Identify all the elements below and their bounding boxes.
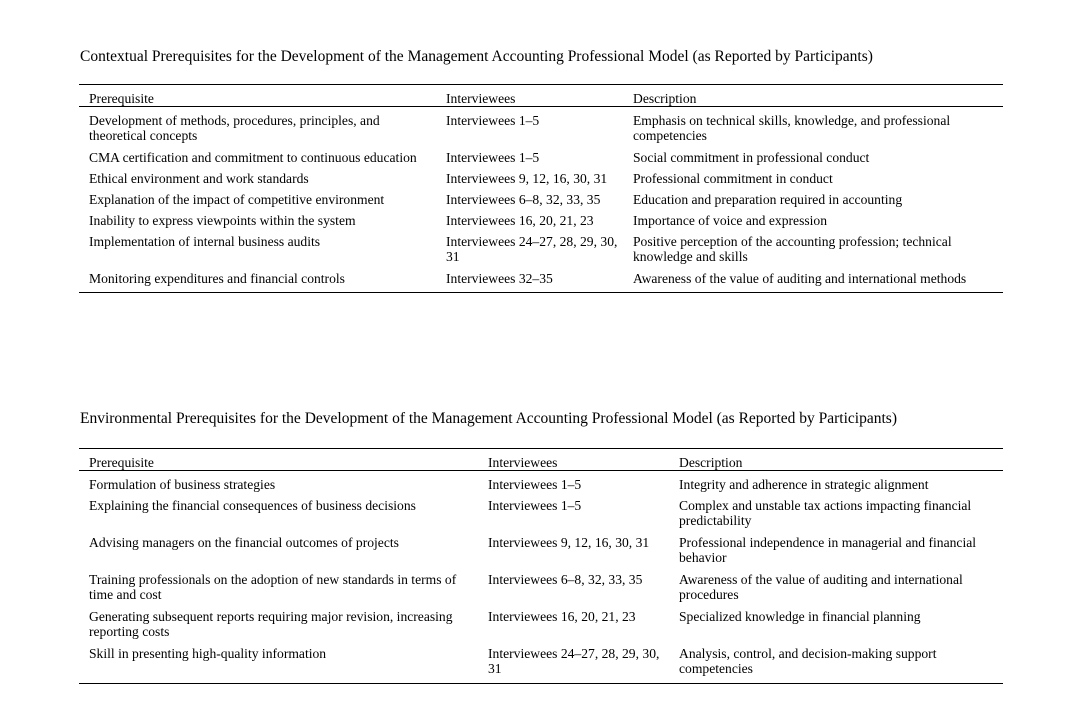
cell-prerequisite: Monitoring expenditures and financial controls <box>79 271 436 293</box>
cell-description: Awareness of the value of auditing and international methods <box>623 271 1003 293</box>
table-row <box>79 107 1003 151</box>
column-header-interviewees: Interviewees <box>478 449 669 471</box>
cell-description: Complex and unstable tax actions impacting financial predictability <box>679 498 972 528</box>
cell-description: Analysis, control, and decision-making support competencies <box>669 646 1003 684</box>
cell-interviewees: Interviewees 1–5 <box>446 113 540 128</box>
table-row <box>79 498 1003 535</box>
cell-description: Professional independence in managerial and financial behavior <box>679 535 977 565</box>
table-row <box>79 471 1003 499</box>
table-row <box>79 171 1003 192</box>
contextual-prerequisites-table <box>79 84 1003 293</box>
cell-description: Importance of voice and expression <box>633 213 828 228</box>
cell-description: Integrity and adherence in strategic alignment <box>679 477 929 492</box>
cell-prerequisite: Generating subsequent reports requiring major revision, increasing reporting costs <box>89 609 453 639</box>
table-header-row <box>79 85 1003 107</box>
column-header-prerequisite: Prerequisite <box>79 449 478 471</box>
table-row <box>79 535 1003 572</box>
column-header-interviewees: Interviewees <box>436 85 623 107</box>
table-row <box>79 609 1003 646</box>
table-row <box>79 213 1003 234</box>
cell-description: Education and preparation required in accounting <box>633 192 903 207</box>
cell-interviewees: Interviewees 1–5 <box>488 477 582 492</box>
cell-prerequisite: Development of methods, procedures, principles, and theoretical concepts <box>89 113 380 143</box>
cell-description: Awareness of the value of auditing and international procedures <box>679 572 963 602</box>
cell-prerequisite: CMA certification and commitment to continuous education <box>89 150 417 165</box>
cell-description: Emphasis on technical skills, knowledge, and professional competencies <box>633 113 951 143</box>
table-caption-environmental: Environmental Prerequisites for the Development of the Management Accounting Professional Model (as Reported by Participants) <box>80 410 897 427</box>
cell-prerequisite: Ethical environment and work standards <box>89 171 309 186</box>
table-caption-contextual: Contextual Prerequisites for the Development of the Management Accounting Professional Model (as Reported by Participants) <box>80 48 873 65</box>
table-header-row <box>79 449 1003 471</box>
cell-prerequisite: Formulation of business strategies <box>89 477 276 492</box>
cell-interviewees: Interviewees 1–5 <box>488 498 582 513</box>
cell-interviewees: Interviewees 24–27, 28, 29, 30, 31 <box>446 234 618 264</box>
table-row <box>79 234 1003 271</box>
table-row <box>79 572 1003 609</box>
cell-description: Positive perception of the accounting profession; technical knowledge and skills <box>633 234 952 264</box>
cell-prerequisite: Training professionals on the adoption of new standards in terms of time and cost <box>89 572 457 602</box>
cell-interviewees: Interviewees 32–35 <box>436 271 623 293</box>
cell-interviewees: Interviewees 16, 20, 21, 23 <box>488 609 636 624</box>
cell-interviewees: Interviewees 6–8, 32, 33, 35 <box>446 192 601 207</box>
cell-prerequisite: Inability to express viewpoints within the system <box>89 213 356 228</box>
cell-prerequisite: Advising managers on the financial outcomes of projects <box>89 535 399 550</box>
table-row <box>79 150 1003 171</box>
column-header-description: Description <box>623 85 1003 107</box>
cell-interviewees: Interviewees 6–8, 32, 33, 35 <box>488 572 643 587</box>
cell-prerequisite: Explanation of the impact of competitive environment <box>89 192 385 207</box>
table-row <box>79 271 1003 293</box>
cell-prerequisite: Skill in presenting high-quality information <box>79 646 478 684</box>
cell-description: Specialized knowledge in financial planning <box>679 609 921 624</box>
cell-prerequisite: Explaining the financial consequences of business decisions <box>89 498 416 513</box>
cell-prerequisite: Implementation of internal business audits <box>89 234 321 249</box>
table-row <box>79 646 1003 684</box>
environmental-prerequisites-table <box>79 448 1003 684</box>
cell-interviewees: Interviewees 9, 12, 16, 30, 31 <box>446 171 608 186</box>
column-header-description: Description <box>669 449 1003 471</box>
cell-interviewees: Interviewees 16, 20, 21, 23 <box>446 213 594 228</box>
cell-interviewees: Interviewees 1–5 <box>446 150 540 165</box>
table-row <box>79 192 1003 213</box>
cell-interviewees: Interviewees 9, 12, 16, 30, 31 <box>488 535 650 550</box>
cell-description: Social commitment in professional conduct <box>633 150 870 165</box>
cell-description: Professional commitment in conduct <box>633 171 833 186</box>
cell-interviewees: Interviewees 24–27, 28, 29, 30, 31 <box>478 646 669 684</box>
column-header-prerequisite: Prerequisite <box>79 85 436 107</box>
